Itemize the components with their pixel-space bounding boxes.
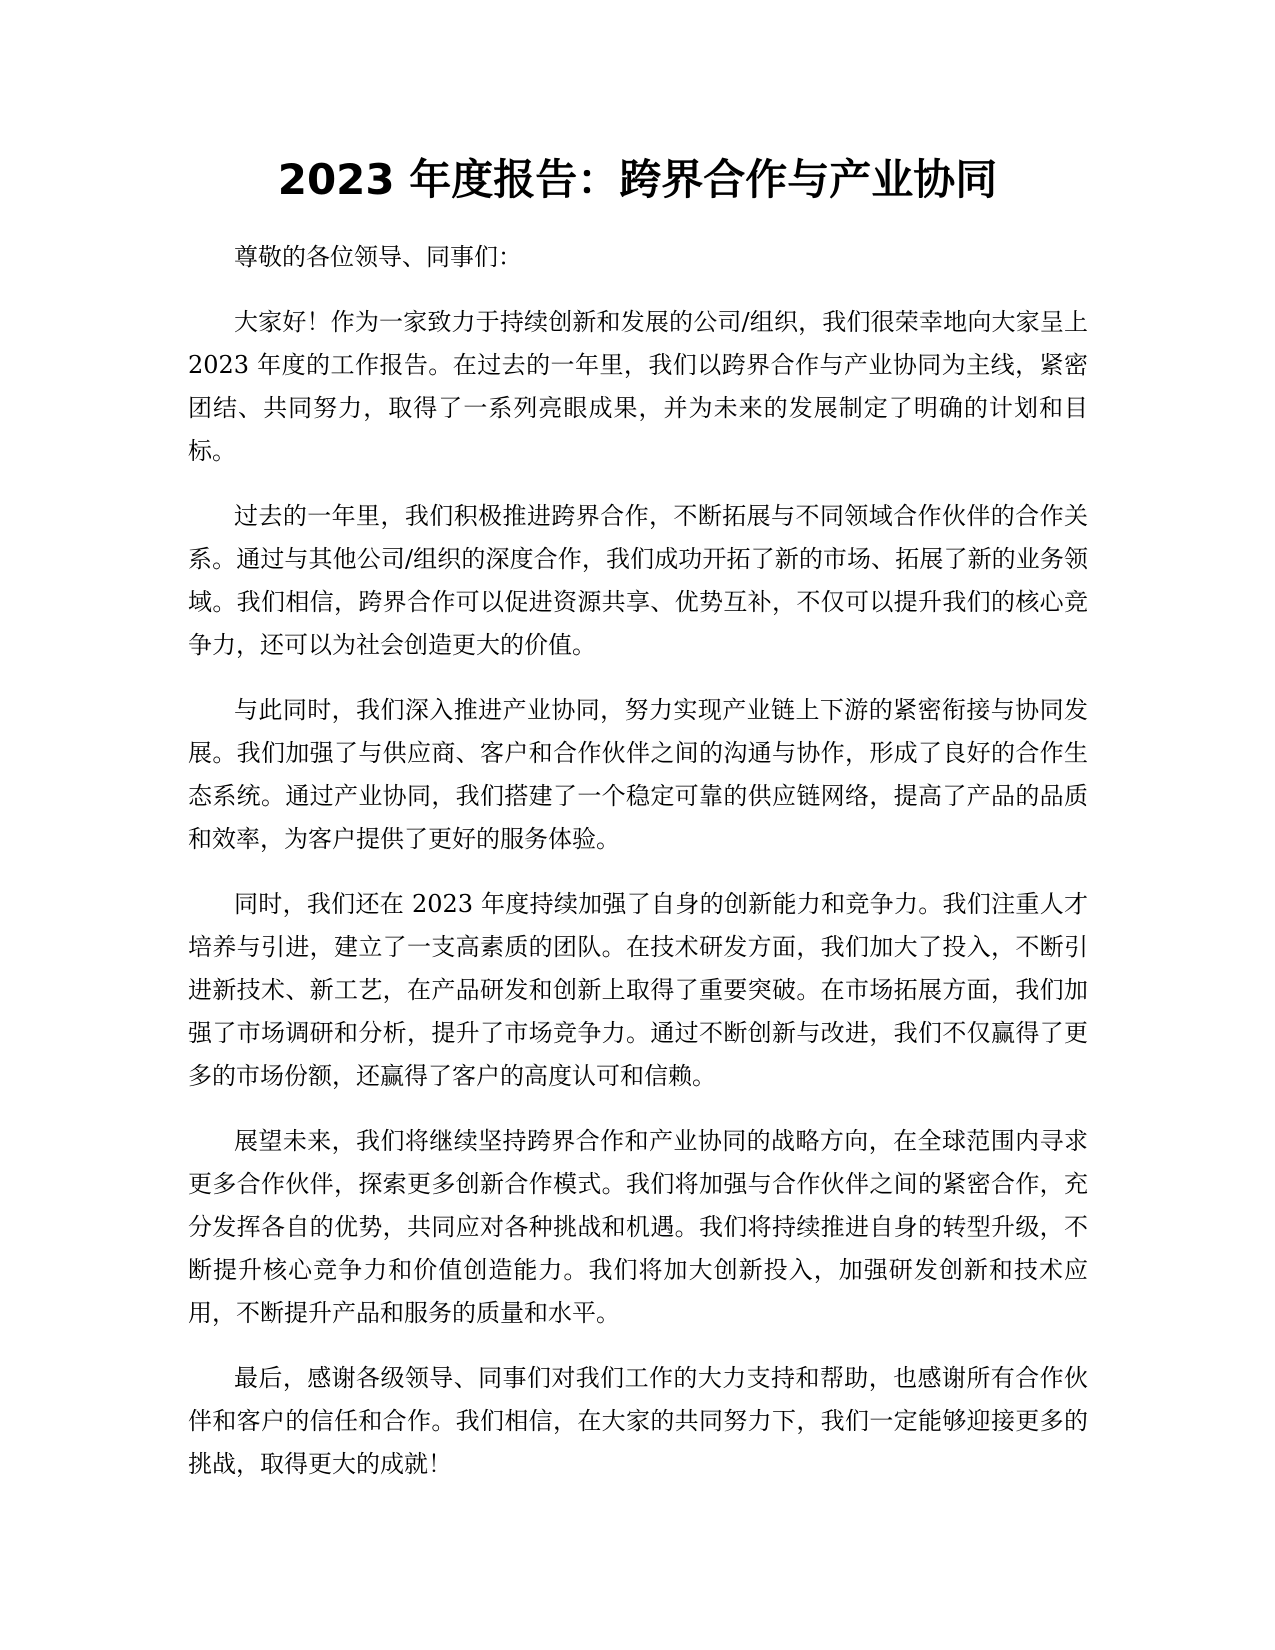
paragraph-outlook: 展望未来，我们将继续坚持跨界合作和产业协同的战略方向，在全球范围内寻求更多合作伙伴，探索更多创新合作模式。我们将加强与合作伙伴之间的紧密合作，充分发挥各自的优势，共同应对各种挑战和机遇。我们将持续推进自身的转型升级，不断提升核心竞争力和价值创造能力。我们将加大创新投入，加强研发创新和技术应用，不断提升产品和服务的质量和水平。 (188, 1127, 1088, 1327)
paragraph-closing: 最后，感谢各级领导、同事们对我们工作的大力支持和帮助，也感谢所有合作伙伴和客户的信任和合作。我们相信，在大家的共同努力下，我们一定能够迎接更多的挑战，取得更大的成就！ (188, 1364, 1088, 1478)
document-title: 2023 年度报告：跨界合作与产业协同 (277, 155, 998, 204)
paragraph-industry-synergy: 与此同时，我们深入推进产业协同，努力实现产业链上下游的紧密衔接与协同发展。我们加强了与供应商、客户和合作伙伴之间的沟通与协作，形成了良好的合作生态系统。通过产业协同，我们搭建了一个稳定可靠的供应链网络，提高了产品的品质和效率，为客户提供了更好的服务体验。 (188, 696, 1088, 853)
paragraph-innovation: 同时，我们还在 2023 年度持续加强了自身的创新能力和竞争力。我们注重人才培养与引进，建立了一支高素质的团队。在技术研发方面，我们加大了投入，不断引进新技术、新工艺，在产品研发和创新上取得了重要突破。在市场拓展方面，我们加强了市场调研和分析，提升了市场竞争力。通过不断创新与改进，我们不仅赢得了更多的市场份额，还赢得了客户的高度认可和信赖。 (188, 890, 1088, 1090)
paragraph-cross-border-cooperation: 过去的一年里，我们积极推进跨界合作，不断拓展与不同领域合作伙伴的合作关系。通过与其他公司/组织的深度合作，我们成功开拓了新的市场、拓展了新的业务领域。我们相信，跨界合作可以促进资源共享、优势互补，不仅可以提升我们的核心竞争力，还可以为社会创造更大的价值。 (188, 502, 1088, 659)
document-body (188, 236, 1088, 1508)
paragraph-intro: 大家好！作为一家致力于持续创新和发展的公司/组织，我们很荣幸地向大家呈上 2023 年度的工作报告。在过去的一年里，我们以跨界合作与产业协同为主线，紧密团结、共同努力，取得了一系列亮眼成果，并为未来的发展制定了明确的计划和目标。 (188, 308, 1088, 465)
salutation: 尊敬的各位领导、同事们： (234, 243, 522, 271)
